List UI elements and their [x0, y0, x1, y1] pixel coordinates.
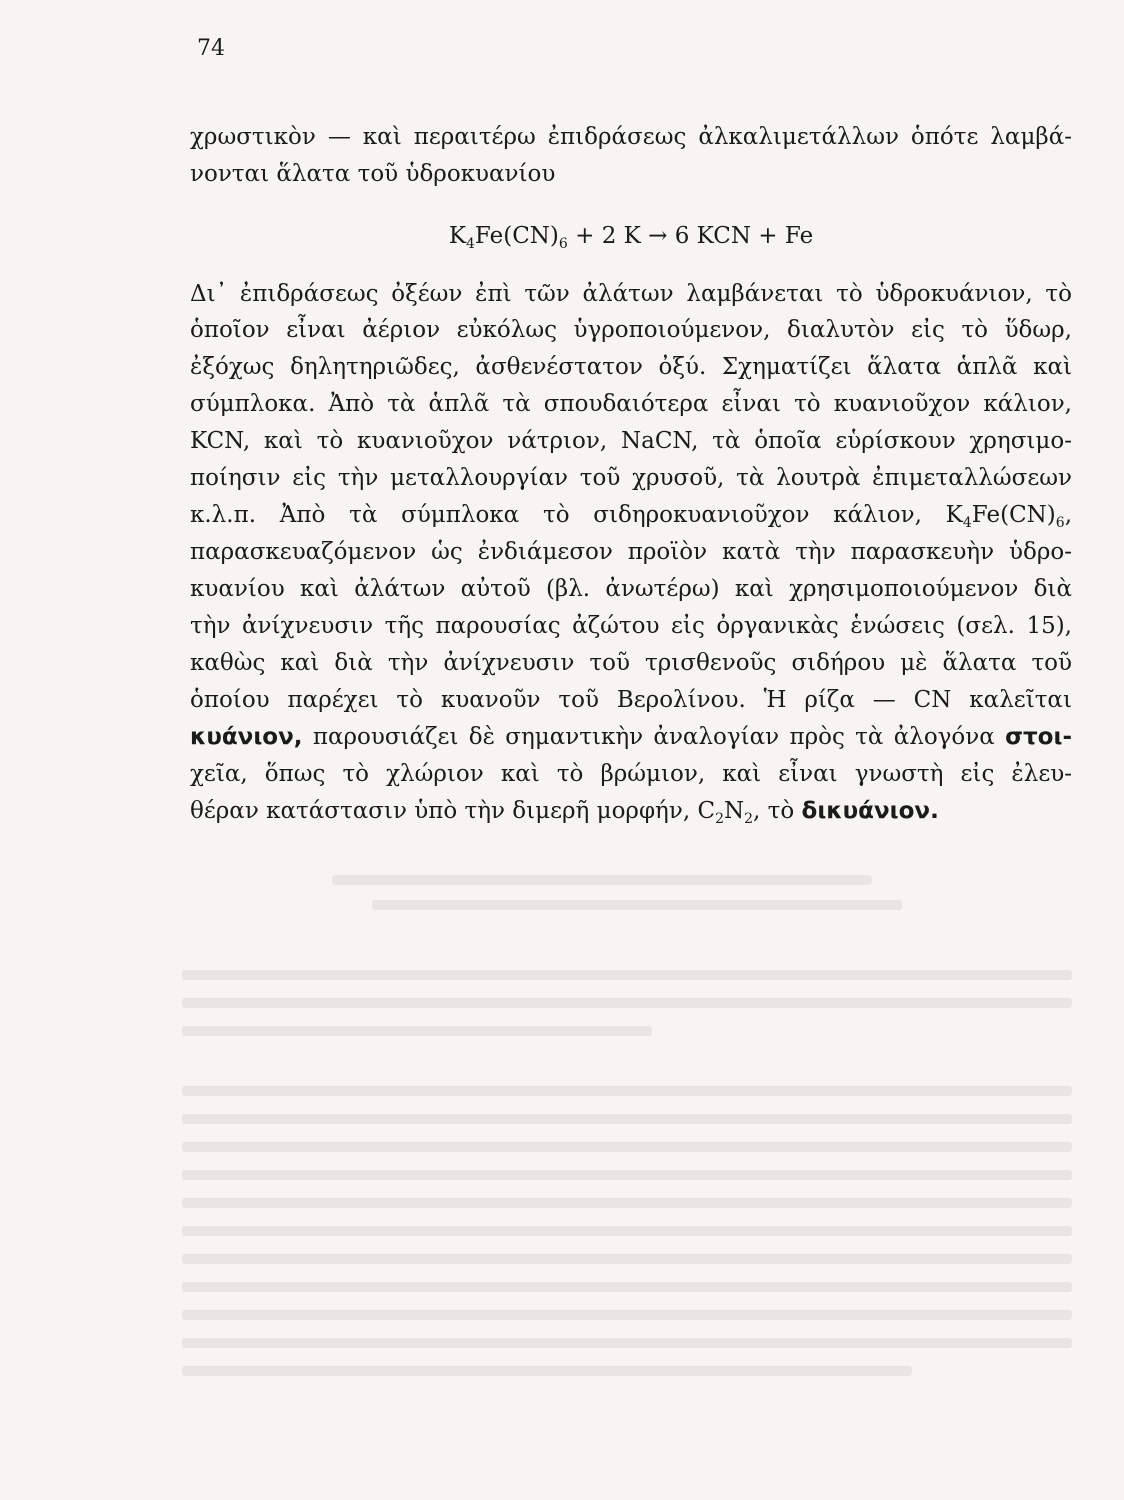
- formula-tail: , τὸ: [753, 798, 795, 824]
- text-line-11: κυανίου καὶ ἀλάτων αὐτοῦ (βλ. ἀνωτέρω) καὶ χρησιμοποιούμενον διὰ: [190, 576, 1072, 602]
- line9-text: κ.λ.π. Ἀπὸ τὰ σύμπλοκα τὸ σιδηροκυανιοῦχον κάλιον,: [190, 502, 922, 528]
- text-line-5: ἐξόχως δηλητηριῶδες, ἀσθενέστατον ὀξύ. Σχηματίζει ἅλατα ἁπλᾶ καὶ: [190, 354, 1072, 380]
- eq-fecn: Fe(CN): [474, 223, 559, 249]
- inline-formula-c2n2: [697, 798, 795, 827]
- formula-sub-6: 6: [1055, 515, 1065, 531]
- inline-formula-k4fecn6: [945, 502, 1072, 531]
- term-dicyanium: δικυάνιον.: [801, 798, 939, 824]
- text-line-8: ποίησιν εἰς τὴν μεταλλουργίαν τοῦ χρυσοῦ, τὰ λουτρὰ ἐπιμεταλλώσεων: [190, 465, 1072, 491]
- formula-sub-2a: 2: [715, 811, 724, 827]
- text-line-6: σύμπλοκα. Ἀπὸ τὰ ἁπλᾶ τὰ σπουδαιότερα εἶναι τὸ κυανιοῦχον κάλιον,: [190, 391, 1072, 417]
- chemical-equation: [190, 225, 1072, 251]
- text-line-12: τὴν ἀνίχνευσιν τῆς παρουσίας ἀζώτου εἰς ὀργανικὰς ἑνώσεις (σελ. 15),: [190, 613, 1072, 639]
- eq-k: K: [448, 223, 466, 249]
- text-line-16: χεῖα, ὅπως τὸ χλώριον καὶ τὸ βρώμιον, καὶ εἶναι γνωστὴ εἰς ἐλευ-: [190, 761, 1072, 787]
- formula-k: K: [945, 502, 963, 528]
- line15-text: παρουσιάζει δὲ σημαντικὴν ἀναλογίαν πρὸς τὰ ἀλογόνα: [312, 724, 995, 750]
- text-line-2: νονται ἅλατα τοῦ ὑδροκυανίου: [190, 161, 556, 187]
- text-line-15: [190, 726, 1072, 749]
- text-line-7: KCN, καὶ τὸ κυανιοῦχον νάτριον, NaCN, τὰ ὁποῖα εὑρίσκουν χρησιμο-: [190, 428, 1072, 454]
- text-line-1: χρωστικὸν — καὶ περαιτέρω ἐπιδράσεως ἀλκαλιμετάλλων ὁπότε λαμβά-: [190, 124, 1072, 150]
- line17-text: θέραν κατάστασιν ὑπὸ τὴν διμερῆ μορφήν,: [190, 798, 691, 824]
- text-line-9: [190, 504, 1072, 530]
- text-line-17: [190, 800, 1072, 826]
- formula-fecn: Fe(CN): [971, 502, 1056, 528]
- text-line-3: Δι᾽ ἐπιδράσεως ὀξέων ἐπὶ τῶν ἀλάτων λαμβάνεται τὸ ὑδροκυάνιον, τὸ: [190, 281, 1072, 307]
- text-line-13: καθὼς καὶ διὰ τὴν ἀνίχνευσιν τοῦ τρισθενοῦς σιδήρου μὲ ἅλατα τοῦ: [190, 650, 1072, 676]
- formula-sub-2b: 2: [744, 811, 754, 827]
- eq-rest: + 2 K → 6 KCN + Fe: [567, 223, 814, 249]
- text-line-14: ὁποίου παρέχει τὸ κυανοῦν τοῦ Βερολίνου. Ἡ ρίζα — CN καλεῖται: [190, 687, 1072, 713]
- text-line-10: παρασκευαζόμενον ὡς ἐνδιάμεσον προϊὸν κατὰ τὴν παρασκευὴν ὑδρο-: [190, 539, 1072, 565]
- text-line-4: ὁποῖον εἶναι ἀέριον εὐκόλως ὑγροποιούμενον, διαλυτὸν εἰς τὸ ὕδωρ,: [190, 317, 1072, 343]
- term-cyanium: κυάνιον,: [190, 724, 303, 750]
- formula-c: C: [697, 798, 716, 824]
- term-stoi: στοι-: [1005, 724, 1072, 750]
- page-number: 74: [197, 36, 225, 61]
- bleed-through-text: [182, 855, 1072, 1395]
- eq-sub-4: 4: [466, 236, 475, 252]
- formula-sub-4: 4: [962, 515, 972, 531]
- formula-comma: ,: [1064, 502, 1072, 528]
- eq-sub-6: 6: [558, 236, 568, 252]
- formula-n: N: [723, 798, 745, 824]
